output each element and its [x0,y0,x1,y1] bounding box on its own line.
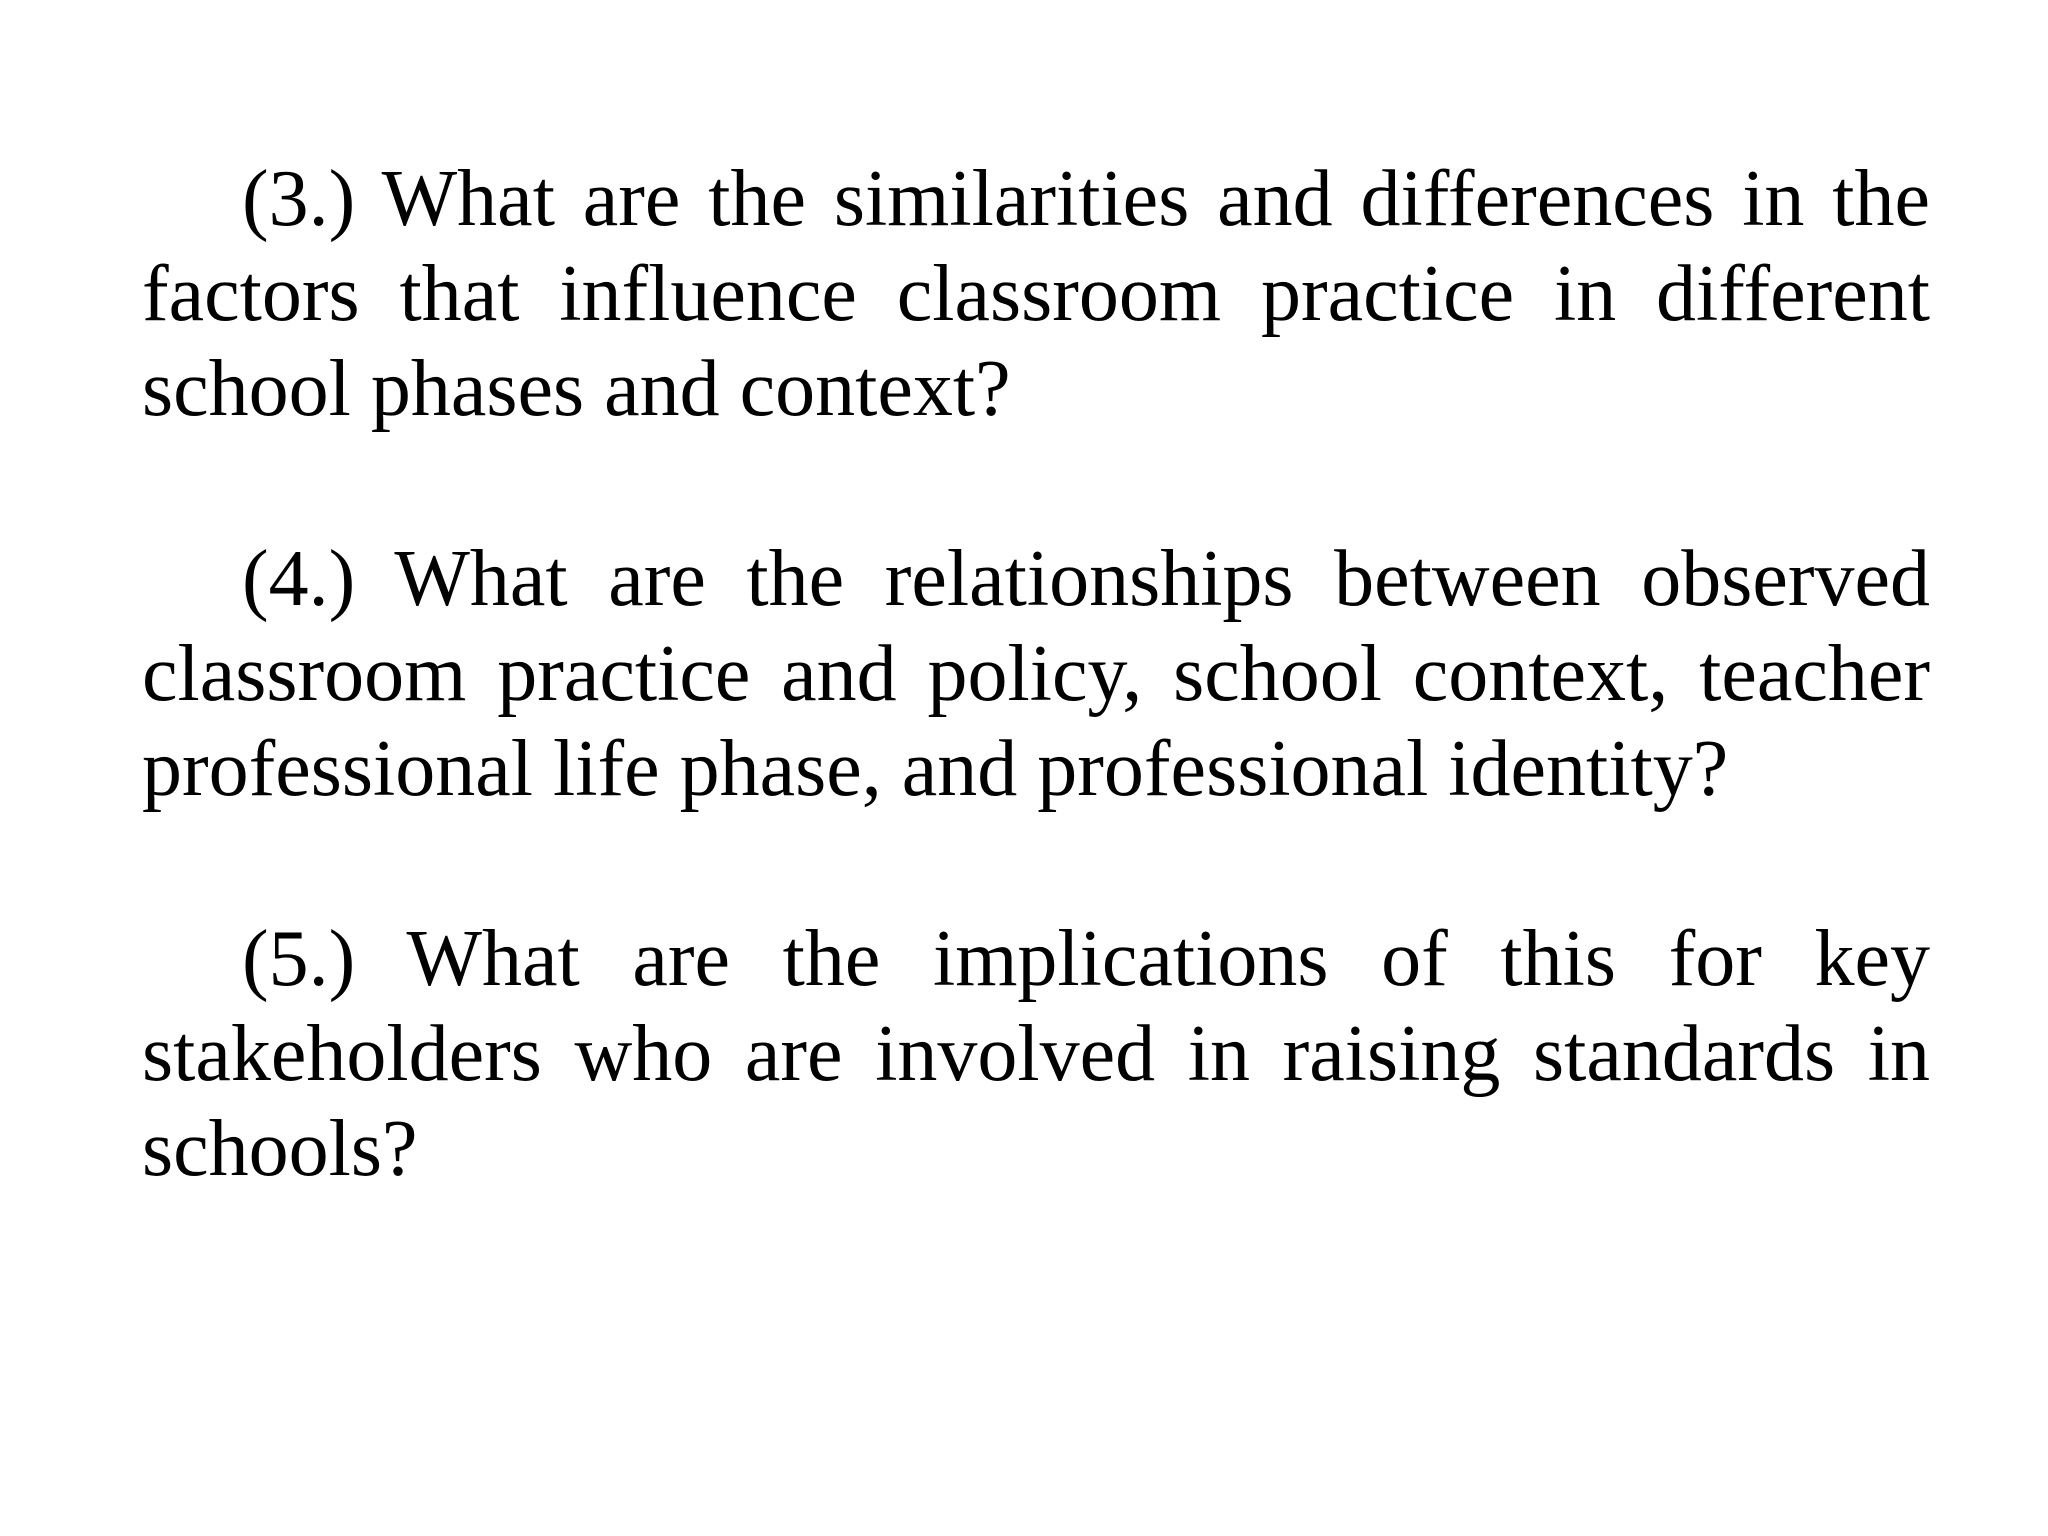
question-5: (5.) What are the implications of this for key stakeholders who are involved in raising standards in schools? [142,915,1930,1193]
question-4: (4.) What are the relationships between observed classroom practice and policy, school context, teacher professional life phase, and professional identity? [142,535,1930,813]
question-3: (3.) What are the similarities and differences in the factors that influence classroom practice in different school phases and context? [142,155,1930,433]
question-list [142,152,1930,1197]
